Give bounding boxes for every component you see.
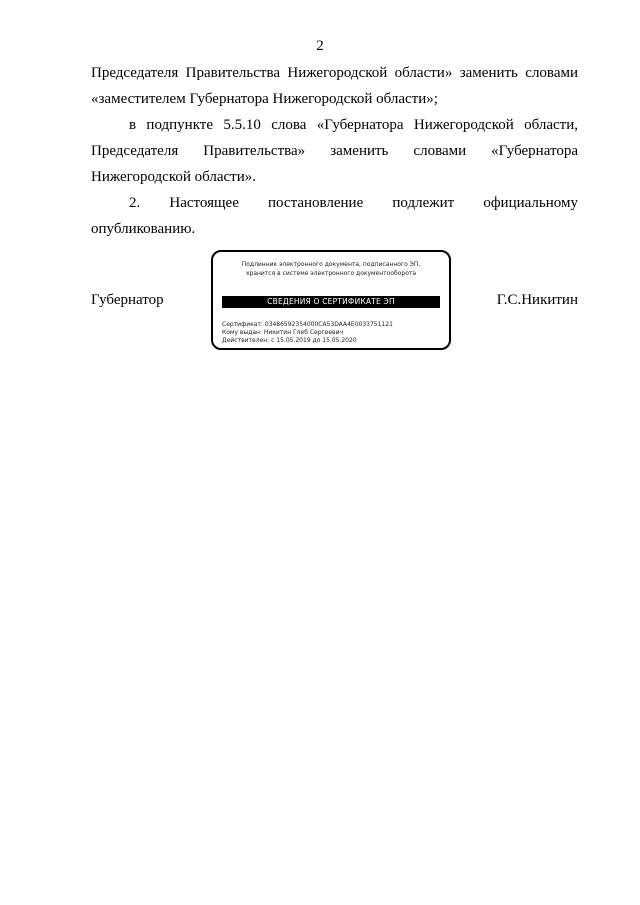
stamp-certificate: Сертификат: 03486592354000CA53DAA4E0033751121: [222, 321, 393, 328]
page-number: 2: [316, 38, 324, 54]
paragraph-1-line-2: «заместителем Губернатора Нижегородской области»;: [91, 91, 438, 107]
stamp-note-line-1: Подлинник электронного документа, подписанного ЭП,: [241, 261, 421, 268]
signature-name: Г.С.Никитин: [496, 292, 578, 308]
stamp-valid: Действителен: с 15.05.2019 до 15.05.2020: [222, 337, 357, 344]
paragraph-2-line-2: Председателя Правительства» заменить словами «Губернатора: [91, 143, 578, 159]
paragraph-2-line-3: Нижегородской области».: [91, 169, 257, 185]
stamp-note: [213, 260, 449, 278]
stamp-issued-to: Кому выдан: Никитин Глеб Сергеевич: [222, 329, 344, 336]
paragraph-3-line-1: 2. Настоящее постановление подлежит официальному: [129, 195, 578, 211]
paragraph-2-line-1: в подпункте 5.5.10 слова «Губернатора Нижегородской области,: [129, 117, 578, 133]
paragraph-1-line-1: Председателя Правительства Нижегородской области» заменить словами: [91, 65, 578, 81]
body-text: [91, 60, 578, 242]
signature-position: Губернатор: [91, 292, 164, 308]
paragraph-3-line-2: опубликованию.: [91, 221, 196, 237]
stamp-fields: [222, 321, 393, 345]
stamp-header: СВЕДЕНИЯ О СЕРТИФИКАТЕ ЭП: [222, 296, 440, 308]
stamp-note-line-2: хранится в системе электронного документооборота: [245, 270, 417, 277]
electronic-signature-stamp: [211, 250, 451, 350]
